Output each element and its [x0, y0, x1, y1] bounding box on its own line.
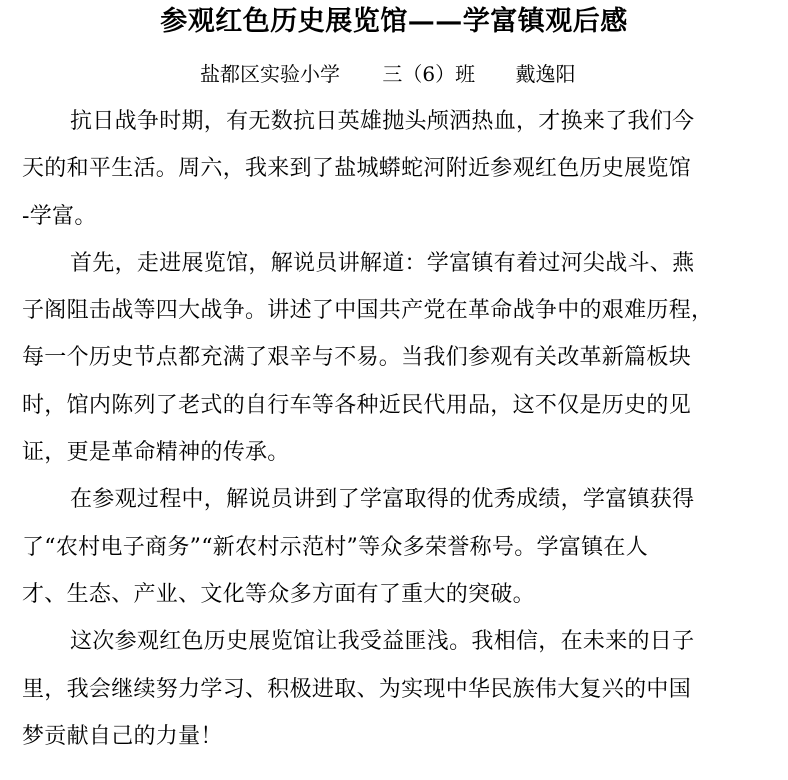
paragraph-2-line-2: 子阁阻击战等四大战争。讲述了中国共产党在革命战争中的艰难历程， — [22, 298, 714, 324]
paragraph-3-line-2: 了“农村电子商务”“新农村示范村”等众多荣誉称号。学富镇在人 — [22, 534, 648, 560]
paragraph-1-line-1: 抗日战争时期，有无数抗日英雄抛头颅洒热血，才换来了我们今 — [70, 109, 695, 134]
byline-author: 戴逸阳 — [515, 62, 576, 86]
paragraph-3-line-3: 才、生态、产业、文化等众多方面有了重大的突破。 — [22, 581, 535, 607]
paragraph-4-line-1: 这次参观红色历史展览馆让我受益匪浅。我相信，在未来的日子 — [70, 629, 695, 655]
paragraph-4-line-3: 梦贡献自己的力量！ — [22, 723, 223, 749]
paragraph-2-line-1: 首先，走进展览馆，解说员讲解道：学富镇有着过河尖战斗、燕 — [70, 250, 695, 276]
paragraph-1-line-2: 天的和平生活。周六，我来到了盐城蟒蛇河附近参观红色历史展览馆 — [22, 156, 692, 182]
document-title: 参观红色历史展览馆——学富镇观后感 — [160, 6, 628, 37]
byline-school: 盐都区实验小学 — [200, 62, 340, 86]
paragraph-3-line-1: 在参观过程中，解说员讲到了学富取得的优秀成绩，学富镇获得 — [70, 487, 695, 513]
byline — [200, 60, 575, 88]
essay-body — [22, 98, 768, 760]
paragraph-1-line-3: -学富。 — [22, 203, 97, 229]
paragraph-2-line-5: 证，更是革命精神的传承。 — [22, 440, 290, 466]
paragraph-4-line-2: 里，我会继续努力学习、积极进取、为实现中华民族伟大复兴的中国 — [22, 676, 692, 702]
paragraph-2-line-4: 时，馆内陈列了老式的自行车等各种近民代用品，这不仅是历史的见 — [22, 392, 692, 418]
paragraph-2-line-3: 每一个历史节点都充满了艰辛与不易。当我们参观有关改革新篇板块 — [22, 345, 692, 371]
byline-class: 三（6）班 — [382, 62, 476, 86]
